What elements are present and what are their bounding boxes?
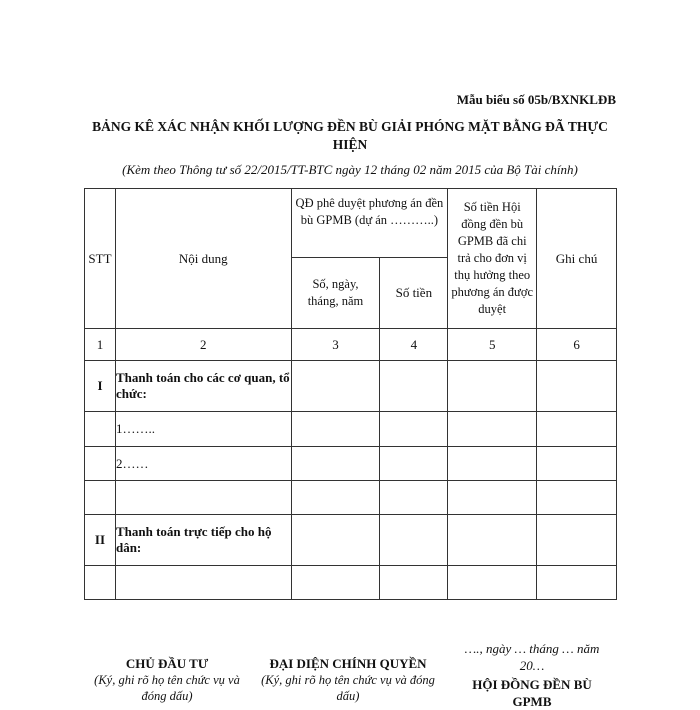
header-note: Ghi chú <box>537 189 617 329</box>
document-title: BẢNG KÊ XÁC NHẬN KHỐI LƯỢNG ĐỀN BÙ GIẢI PHÓNG MẶT BẰNG ĐÃ THỰC HIỆN <box>92 119 608 152</box>
row-content: Thanh toán trực tiếp cho hộ dân: <box>115 515 291 566</box>
table-row <box>85 447 617 481</box>
column-number-5: 5 <box>448 329 537 361</box>
council-title: HỘI ĐỒNG ĐỀN BÙ GPMB <box>472 677 592 709</box>
row-stt <box>85 481 116 515</box>
row-content: 1…….. <box>115 412 291 447</box>
authority-title: ĐẠI DIỆN CHÍNH QUYỀN <box>269 656 427 671</box>
compensation-table <box>84 188 617 600</box>
row-stt: I <box>85 361 116 412</box>
form-code: Mẫu biểu số 05b/BXNKLĐB <box>456 92 616 107</box>
header-decision-number: Số, ngày, tháng, năm <box>291 258 380 329</box>
table-row <box>85 412 617 447</box>
authority-signature-block <box>258 656 438 704</box>
header-amount: Số tiền <box>380 258 448 329</box>
row-content: Thanh toán cho các cơ quan, tổ chức: <box>115 361 291 412</box>
investor-signature-block <box>92 656 242 704</box>
column-number-6: 6 <box>537 329 617 361</box>
row-content: 2…… <box>115 447 291 481</box>
header-stt: STT <box>85 189 116 329</box>
table-row <box>85 515 617 566</box>
column-number-1: 1 <box>85 329 116 361</box>
header-council-paid: Số tiền Hội đồng đền bù GPMB đã chi trả cho đơn vị thụ hưởng theo phương án được duyệt <box>448 189 537 329</box>
row-content <box>115 566 291 600</box>
table-row <box>85 481 617 515</box>
row-stt <box>85 412 116 447</box>
investor-note: (Ký, ghi rõ họ tên chức vụ và đóng dấu) <box>94 673 240 703</box>
row-stt: II <box>85 515 116 566</box>
row-stt <box>85 566 116 600</box>
table-row <box>85 566 617 600</box>
document-subtitle: (Kèm theo Thông tư số 22/2015/TT-BTC ngày 12 tháng 02 năm 2015 của Bộ Tài chính) <box>122 162 578 177</box>
date-line: …., ngày … tháng … năm 20… <box>464 641 600 673</box>
authority-note: (Ký, ghi rõ họ tên chức vụ và đóng dấu) <box>261 673 435 703</box>
header-content: Nội dung <box>115 189 291 329</box>
investor-title: CHỦ ĐẦU TƯ <box>125 656 209 671</box>
row-stt <box>85 447 116 481</box>
column-number-2: 2 <box>115 329 291 361</box>
column-number-4: 4 <box>380 329 448 361</box>
row-content <box>115 481 291 515</box>
header-decision: QĐ phê duyệt phương án đền bù GPMB (dự án ………..) <box>291 189 448 258</box>
column-number-3: 3 <box>291 329 380 361</box>
table-row <box>85 361 617 412</box>
